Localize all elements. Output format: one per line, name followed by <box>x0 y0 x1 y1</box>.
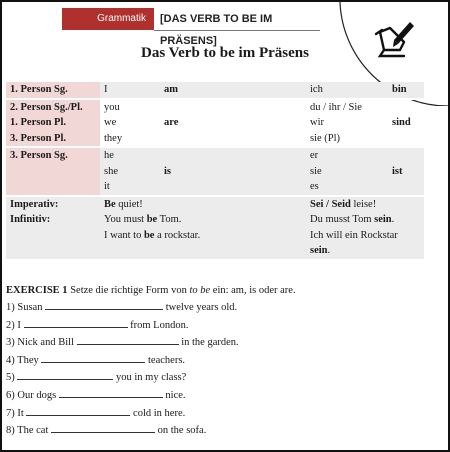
english-pronoun: it <box>100 179 160 195</box>
english-verb <box>160 100 306 116</box>
english-verb: am <box>160 82 306 98</box>
imperativ-row <box>6 197 424 213</box>
row-label: 3. Person Pl. <box>6 131 100 147</box>
answer-blank[interactable] <box>17 369 113 380</box>
answer-blank[interactable] <box>41 352 145 363</box>
table-row <box>6 164 424 180</box>
infinitiv-row <box>6 228 424 259</box>
row-label: 1. Person Sg. <box>6 82 100 98</box>
german-pronoun: sie (Pl) <box>310 132 341 144</box>
category-tag: Grammatik <box>62 8 154 30</box>
german-verb: bin <box>388 82 424 98</box>
table-row <box>6 82 424 98</box>
answer-blank[interactable] <box>51 422 155 433</box>
infinitiv-row <box>6 212 424 228</box>
german-pronoun: er <box>306 148 388 164</box>
english-pronoun: he <box>100 148 160 164</box>
english-verb <box>160 148 306 164</box>
exercise-section <box>6 283 442 440</box>
exercise-item: 2) I from London. <box>6 317 442 335</box>
exercise-item: 1) Susan twelve years old. <box>6 299 442 317</box>
exercise-item: 8) The cat on the sofa. <box>6 422 442 440</box>
english-verb <box>160 179 306 195</box>
german-pronoun: ich <box>306 82 388 98</box>
exercise-item: 4) They teachers. <box>6 352 442 370</box>
english-pronoun: I <box>100 82 160 98</box>
row-label: Infinitiv: <box>6 212 100 228</box>
table-row <box>6 100 424 116</box>
exercise-item: 5) you in my class? <box>6 369 442 387</box>
exercise-item: 3) Nick and Bill in the garden. <box>6 334 442 352</box>
german-verb: ist <box>388 164 424 180</box>
row-label <box>6 228 100 259</box>
answer-blank[interactable] <box>59 387 163 398</box>
exercise-item: 7) It cold in here. <box>6 405 442 423</box>
answer-blank[interactable] <box>26 405 130 416</box>
german-pronoun: wir <box>310 117 324 128</box>
table-row <box>6 115 424 131</box>
imperativ-english: Be quiet! <box>100 197 306 213</box>
infinitiv-english: I want to be a rockstar. <box>100 228 306 259</box>
table-row <box>6 179 424 195</box>
english-pronoun: she <box>100 164 160 180</box>
row-label: 3. Person Sg. <box>6 148 100 164</box>
german-verb <box>388 148 424 164</box>
english-verb <box>160 131 306 147</box>
german-verb <box>388 179 424 195</box>
english-pronoun: you <box>104 101 120 113</box>
german-pronoun: es <box>306 179 388 195</box>
german-verb: sind <box>392 117 411 128</box>
german-pronoun: sie <box>306 164 388 180</box>
infinitiv-english: You must be Tom. <box>100 212 306 228</box>
answer-blank[interactable] <box>24 317 128 328</box>
imperativ-german: Sei / Seid leise! <box>306 197 424 213</box>
row-label <box>6 179 100 195</box>
row-label <box>6 164 100 180</box>
english-verb: is <box>160 164 306 180</box>
infinitiv-german: Ich will ein Rockstar sein. <box>306 228 424 259</box>
exercise-item: 6) Our dogs nice. <box>6 387 442 405</box>
exercise-heading: EXERCISE 1 Setze die richtige Form von to be ein: am, is oder are. <box>6 285 296 296</box>
english-verb: are <box>164 117 179 128</box>
table-row <box>6 131 424 147</box>
english-pronoun: we <box>104 117 117 128</box>
row-label: 1. Person Pl. <box>6 115 100 131</box>
infinitiv-german: Du musst Tom sein. <box>306 212 424 228</box>
german-pronoun: du / ihr / Sie <box>310 101 362 113</box>
row-label: Imperativ: <box>6 197 100 213</box>
row-label: 2. Person Sg./Pl. <box>6 100 100 116</box>
english-pronoun: they <box>104 132 123 144</box>
page-title: Das Verb to be im Präsens <box>141 45 309 61</box>
answer-blank[interactable] <box>77 334 179 345</box>
conjugation-table <box>6 82 424 259</box>
german-verb <box>388 131 424 147</box>
header-title: [DAS VERB TO BE IM PRÄSENS] <box>154 8 320 31</box>
answer-blank[interactable] <box>45 299 163 310</box>
german-verb <box>388 100 424 116</box>
table-row <box>6 148 424 164</box>
